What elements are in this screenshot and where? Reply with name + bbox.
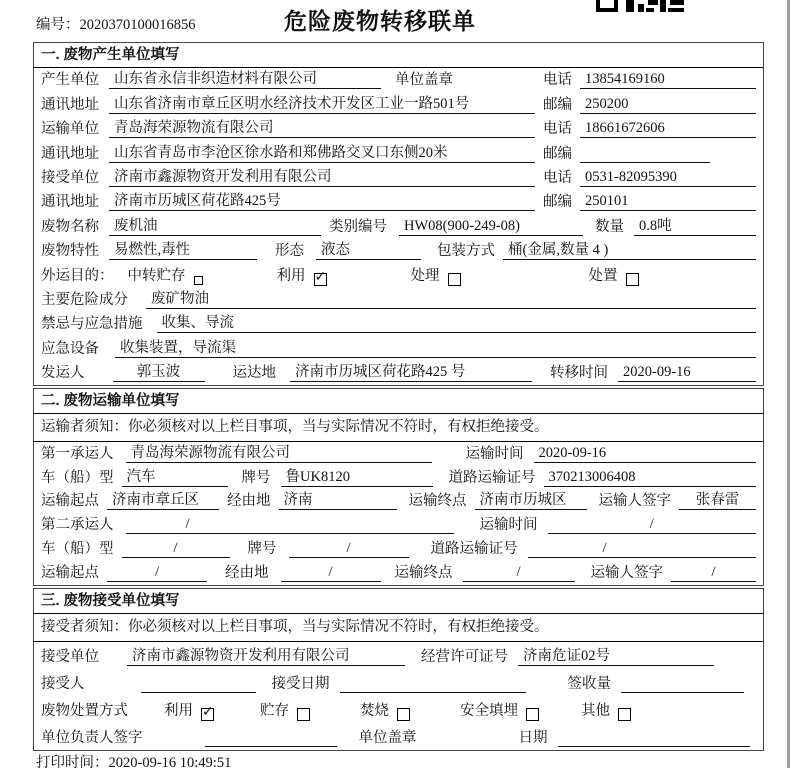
first-plate-value: 鲁UK8120	[281, 465, 433, 487]
form-table	[33, 42, 764, 753]
row-receiver-unit	[34, 166, 763, 190]
disposal-incinerate-checkbox	[397, 708, 410, 721]
document-number-label: 编号：	[36, 17, 80, 33]
waste-character-label: 废物特性	[41, 243, 99, 260]
receiver-phone-value: 0531-82095390	[580, 169, 756, 187]
first-end-value: 济南市历城区	[475, 488, 587, 510]
transit-storage-checkbox	[194, 276, 203, 285]
emergency-equipment-label: 应急设备	[41, 340, 99, 357]
packing-label: 包装方式	[437, 243, 495, 260]
first-origin-value: 济南市章丘区	[107, 488, 219, 510]
second-plate-value: /	[289, 540, 409, 558]
page-title: 危险废物转移联单	[284, 8, 476, 34]
disposal-utilize-label: 利用	[164, 702, 193, 719]
dispose-checkbox	[626, 273, 639, 286]
destination-value: 济南市历城区荷花路425 号	[290, 360, 532, 382]
row-receiver-address	[34, 190, 763, 214]
row-disposal-method	[34, 696, 763, 723]
section-transporter	[33, 388, 764, 586]
disposal-landfill-label: 安全填埋	[460, 702, 518, 719]
head-signature-value	[205, 746, 337, 747]
row-receive-person	[34, 669, 763, 696]
hazard-component-label: 主要危险成分	[41, 291, 128, 308]
row-head-signature	[34, 723, 763, 750]
unit-seal-label: 单位盖章	[395, 72, 453, 89]
section-transporter-title: 二. 废物运输单位填写	[34, 389, 763, 414]
producer-unit-label: 产生单位	[41, 72, 99, 89]
license-value: 济南危证02号	[518, 644, 714, 666]
seal-date-value	[558, 746, 751, 747]
waste-name-value: 废机油	[109, 214, 321, 236]
emergency-measures-label: 禁忌与应急措施	[41, 316, 143, 333]
transfer-purpose-label: 外运目的：	[41, 267, 114, 284]
hazard-component-value: 废矿物油	[146, 287, 756, 309]
first-carrier-sign-value: 张春雷	[679, 488, 756, 510]
address-label: 通讯地址	[41, 145, 99, 162]
end-label: 运输终点	[408, 493, 467, 510]
first-road-permit-value: 370213006408	[544, 469, 757, 487]
option-utilize	[277, 264, 327, 285]
second-end-value: /	[463, 564, 575, 582]
license-label: 经营许可证号	[421, 648, 508, 665]
producer-unit-value: 山东省永信非织造材料有限公司	[109, 67, 381, 89]
zip-label: 邮编	[543, 194, 572, 211]
row-transporter-address	[34, 141, 763, 165]
emergency-equipment-value: 收集装置，导流渠	[115, 336, 756, 358]
qr-code-fragment-icon	[596, 0, 686, 13]
second-carrier-label: 第二承运人	[41, 517, 114, 534]
section-receiver	[33, 588, 764, 751]
transfer-time-value: 2020-09-16	[618, 364, 756, 382]
signed-amount-label: 签收量	[567, 675, 611, 692]
head-signature-label: 单位负责人签字	[41, 729, 143, 746]
via-label: 经由地	[225, 564, 269, 581]
page-edge-divider	[787, 0, 790, 768]
shipper-value: 郭玉波	[113, 360, 205, 382]
second-transport-time-value: /	[548, 516, 757, 534]
producer-address-value: 山东省济南市章丘区明水经济技术开发区工业一路501号	[109, 92, 535, 114]
option-utilize-label: 利用	[276, 267, 306, 284]
row-hazard-component	[34, 288, 763, 312]
option-disposal-landfill	[460, 699, 539, 720]
phone-label: 电话	[543, 169, 572, 186]
second-vehicle-type-value: /	[122, 540, 230, 558]
utilize-checkbox	[314, 273, 327, 286]
receiver-unit-value: 济南市鑫源物资开发利用有限公司	[109, 165, 535, 187]
vehicle-type-label: 车（船）型	[41, 541, 114, 558]
disposal-utilize-checkbox	[201, 708, 214, 721]
vehicle-type-label: 车（船）型	[41, 469, 114, 486]
option-treat	[411, 264, 461, 285]
road-permit-label: 道路运输证号	[430, 541, 518, 558]
row-emergency-equipment	[34, 336, 763, 360]
waste-name-label: 废物名称	[41, 218, 99, 235]
disposal-other-checkbox	[618, 708, 631, 721]
carrier-sign-label: 运输人签字	[590, 564, 663, 581]
section-receiver-title: 三. 废物接受单位填写	[34, 589, 763, 614]
zip-label: 邮编	[543, 145, 572, 162]
via-label: 经由地	[227, 493, 271, 510]
signed-amount-value	[621, 692, 744, 693]
second-origin-value: /	[107, 564, 207, 582]
transporter-unit-label: 运输单位	[41, 121, 99, 138]
shipper-label: 发运人	[41, 365, 85, 382]
row-transfer-purpose	[34, 263, 763, 287]
disposal-landfill-checkbox	[526, 708, 539, 721]
receiver-notice: 接受者须知：你必须核对以上栏目事项，当与实际情况不符时，有权拒绝接受。	[34, 614, 763, 642]
row-first-route	[34, 490, 763, 514]
receive-date-label: 接受日期	[271, 675, 330, 692]
carrier-sign-label: 运输人签字	[598, 493, 671, 510]
packing-value: 桶(金属,数量 4 )	[503, 238, 756, 260]
option-disposal-storage	[260, 699, 310, 720]
option-treat-label: 处理	[410, 267, 440, 284]
option-transit-storage-label: 中转贮存	[127, 267, 186, 284]
category-value: HW08(900-249-08)	[399, 218, 583, 236]
receiver-unit-label: 接受单位	[41, 169, 99, 186]
row-emergency-measures	[34, 312, 763, 336]
receive-date-value	[340, 692, 526, 693]
transfer-time-label: 转移时间	[550, 365, 608, 382]
treat-checkbox	[448, 273, 461, 286]
disposal-other-label: 其他	[581, 702, 610, 719]
producer-zip-value: 250200	[580, 96, 756, 114]
second-via-value: /	[281, 564, 381, 582]
row-shipper	[34, 361, 763, 385]
unit-seal-label: 单位盖章	[358, 729, 417, 746]
option-disposal-incinerate	[360, 699, 410, 720]
address-label: 通讯地址	[41, 96, 99, 113]
second-carrier-value: /	[126, 516, 454, 534]
receive-person-value	[141, 692, 256, 693]
destination-label: 运达地	[232, 365, 276, 382]
receive-unit-label: 接受单位	[41, 648, 99, 665]
first-carrier-value: 青岛海荣源物流有限公司	[126, 441, 432, 463]
form-state-value: 液态	[316, 238, 421, 260]
receive-unit-value: 济南市鑫源物资开发利用有限公司	[127, 644, 405, 666]
option-dispose	[589, 264, 639, 285]
disposal-storage-label: 贮存	[260, 702, 289, 719]
print-time-value: 2020-09-16 10:49:51	[108, 755, 232, 768]
first-transport-time-value: 2020-09-16	[534, 445, 757, 463]
row-producer-unit	[34, 68, 763, 92]
row-second-carrier	[34, 513, 763, 537]
quantity-label: 数量	[595, 218, 624, 235]
option-dispose-label: 处置	[588, 267, 618, 284]
receiver-address-value: 济南市历城区荷花路425号	[109, 189, 535, 211]
transport-time-label: 运输时间	[479, 517, 538, 534]
transporter-address-value: 山东省青岛市李沧区徐水路和郑佛路交叉口东侧20米	[109, 141, 535, 163]
address-label: 通讯地址	[41, 194, 99, 211]
row-first-carrier	[34, 442, 763, 466]
road-permit-label: 道路运输证号	[448, 469, 536, 486]
second-road-permit-value: /	[528, 540, 757, 558]
end-label: 运输终点	[394, 564, 453, 581]
row-second-vehicle	[34, 537, 763, 561]
row-receive-unit	[34, 642, 763, 669]
second-carrier-sign-value: /	[671, 564, 756, 582]
option-disposal-other	[581, 699, 631, 720]
document-number-value: 2020370100016856	[79, 17, 196, 33]
option-disposal-utilize	[164, 699, 214, 720]
disposal-method-label: 废物处置方式	[41, 702, 128, 719]
plate-label: 牌号	[241, 469, 271, 486]
zip-label: 邮编	[543, 96, 572, 113]
option-transit-storage	[128, 264, 203, 285]
seal-date-label: 日期	[518, 729, 548, 746]
producer-phone-value: 13854169160	[580, 71, 756, 89]
quantity-value: 0.8吨	[634, 214, 756, 236]
section-producer-title: 一. 废物产生单位填写	[34, 43, 763, 68]
print-time-label: 打印时间：	[36, 755, 109, 768]
row-waste-name	[34, 214, 763, 238]
emergency-measures-value: 收集、导流	[157, 311, 757, 333]
first-carrier-label: 第一承运人	[41, 445, 114, 462]
first-vehicle-type-value: 汽车	[122, 465, 228, 487]
row-first-vehicle	[34, 466, 763, 490]
disposal-incinerate-label: 焚烧	[360, 702, 389, 719]
first-via-value: 济南	[279, 488, 397, 510]
row-producer-address	[34, 92, 763, 116]
category-label: 类别编号	[329, 218, 387, 235]
transporter-phone-value: 18661672606	[580, 120, 756, 138]
row-waste-character	[34, 239, 763, 263]
print-time	[36, 751, 231, 768]
row-second-route	[34, 561, 763, 585]
transporter-zip-value	[580, 162, 710, 163]
waste-character-value: 易燃性,毒性	[109, 238, 257, 260]
transporter-unit-value: 青岛海荣源物流有限公司	[109, 116, 535, 138]
disposal-storage-checkbox	[297, 708, 310, 721]
origin-label: 运输起点	[41, 493, 99, 510]
origin-label: 运输起点	[41, 564, 99, 581]
receiver-zip-value: 250101	[580, 193, 756, 211]
phone-label: 电话	[543, 72, 572, 89]
phone-label: 电话	[543, 121, 572, 138]
form-state-label: 形态	[275, 243, 304, 260]
plate-label: 牌号	[247, 541, 277, 558]
receive-person-label: 接受人	[41, 675, 85, 692]
transporter-notice: 运输者须知：你必须核对以上栏目事项，当与实际情况不符时，有权拒绝接受。	[34, 414, 763, 442]
section-producer	[33, 42, 764, 386]
row-transporter-unit	[34, 117, 763, 141]
transport-time-label: 运输时间	[465, 445, 524, 462]
